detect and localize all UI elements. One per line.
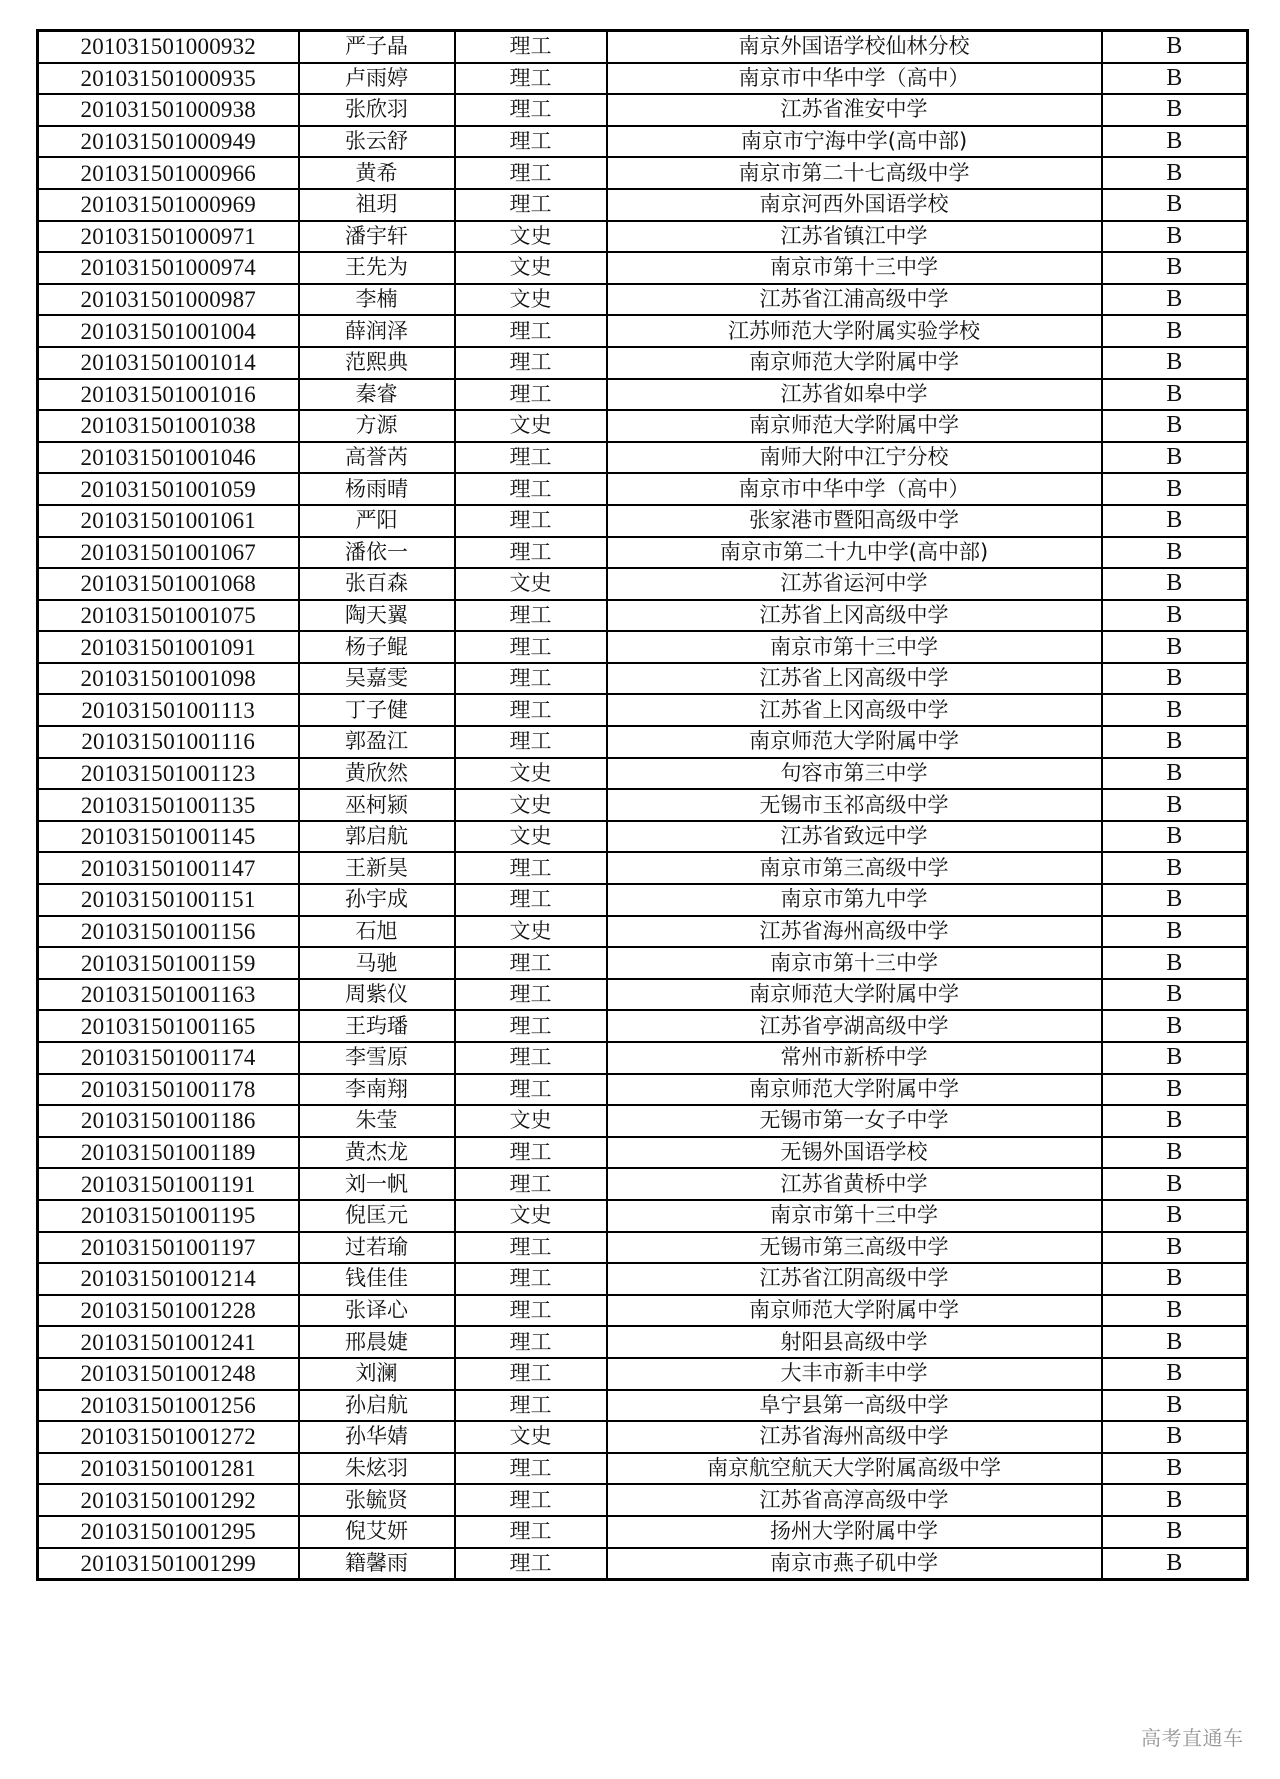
exam-id-cell: 201031501001189 [38, 1137, 299, 1169]
table-row [38, 1421, 1248, 1453]
track-cell: 理工 [455, 157, 607, 189]
student-name-cell: 石旭 [299, 916, 455, 948]
table-row [38, 410, 1248, 442]
table-row [38, 1484, 1248, 1516]
grade-cell: B [1102, 63, 1248, 95]
grade-cell: B [1102, 1390, 1248, 1422]
school-cell: 江苏省如皋中学 [607, 379, 1102, 411]
school-cell: 江苏省江浦高级中学 [607, 284, 1102, 316]
grade-cell: B [1102, 442, 1248, 474]
track-cell: 理工 [455, 694, 607, 726]
grade-cell: B [1102, 789, 1248, 821]
track-cell: 文史 [455, 568, 607, 600]
table-row [38, 126, 1248, 158]
grade-cell: B [1102, 1168, 1248, 1200]
track-cell: 理工 [455, 1010, 607, 1042]
exam-id-cell: 201031501000974 [38, 252, 299, 284]
exam-id-cell: 201031501001195 [38, 1200, 299, 1232]
grade-cell: B [1102, 537, 1248, 569]
exam-id-cell: 201031501001061 [38, 505, 299, 537]
grade-cell: B [1102, 821, 1248, 853]
grade-cell: B [1102, 1200, 1248, 1232]
track-cell: 理工 [455, 1548, 607, 1580]
table-row [38, 94, 1248, 126]
exam-id-cell: 201031501000949 [38, 126, 299, 158]
student-name-cell: 郭盈江 [299, 726, 455, 758]
exam-id-cell: 201031501000935 [38, 63, 299, 95]
grade-cell: B [1102, 631, 1248, 663]
grade-cell: B [1102, 916, 1248, 948]
grade-cell: B [1102, 1484, 1248, 1516]
grade-cell: B [1102, 726, 1248, 758]
table-row [38, 852, 1248, 884]
table-row [38, 1200, 1248, 1232]
table-row [38, 284, 1248, 316]
school-cell: 南京师范大学附属中学 [607, 979, 1102, 1011]
table-row [38, 631, 1248, 663]
track-cell: 文史 [455, 221, 607, 253]
track-cell: 理工 [455, 726, 607, 758]
table-row [38, 1105, 1248, 1137]
student-name-cell: 钱佳佳 [299, 1263, 455, 1295]
grade-cell: B [1102, 1010, 1248, 1042]
school-cell: 无锡外国语学校 [607, 1137, 1102, 1169]
exam-id-cell: 201031501001123 [38, 758, 299, 790]
school-cell: 张家港市暨阳高级中学 [607, 505, 1102, 537]
grade-cell: B [1102, 1137, 1248, 1169]
track-cell: 理工 [455, 852, 607, 884]
school-cell: 南京航空航天大学附属高级中学 [607, 1453, 1102, 1485]
track-cell: 文史 [455, 410, 607, 442]
exam-id-cell: 201031501001299 [38, 1548, 299, 1580]
grade-cell: B [1102, 284, 1248, 316]
grade-cell: B [1102, 1358, 1248, 1390]
table-row [38, 189, 1248, 221]
grade-cell: B [1102, 852, 1248, 884]
grade-cell: B [1102, 379, 1248, 411]
student-name-cell: 郭启航 [299, 821, 455, 853]
track-cell: 理工 [455, 537, 607, 569]
student-name-cell: 周紫仪 [299, 979, 455, 1011]
track-cell: 理工 [455, 315, 607, 347]
table-row [38, 1263, 1248, 1295]
exam-id-cell: 201031501001059 [38, 473, 299, 505]
student-name-cell: 李南翔 [299, 1074, 455, 1106]
exam-id-cell: 201031501001248 [38, 1358, 299, 1390]
school-cell: 江苏省江阴高级中学 [607, 1263, 1102, 1295]
table-row [38, 1168, 1248, 1200]
grade-cell: B [1102, 1421, 1248, 1453]
student-name-cell: 杨子鲲 [299, 631, 455, 663]
school-cell: 江苏省致远中学 [607, 821, 1102, 853]
exam-id-cell: 201031501001186 [38, 1105, 299, 1137]
exam-id-cell: 201031501001281 [38, 1453, 299, 1485]
grade-cell: B [1102, 221, 1248, 253]
school-cell: 南京市中华中学（高中） [607, 63, 1102, 95]
student-name-cell: 王先为 [299, 252, 455, 284]
track-cell: 理工 [455, 379, 607, 411]
school-cell: 江苏省上冈高级中学 [607, 663, 1102, 695]
student-name-cell: 马驰 [299, 947, 455, 979]
track-cell: 理工 [455, 1232, 607, 1264]
school-cell: 南京市第十三中学 [607, 631, 1102, 663]
student-name-cell: 刘澜 [299, 1358, 455, 1390]
exam-id-cell: 201031501000938 [38, 94, 299, 126]
school-cell: 南京市第十三中学 [607, 1200, 1102, 1232]
student-name-cell: 王玙璠 [299, 1010, 455, 1042]
track-cell: 理工 [455, 505, 607, 537]
exam-id-cell: 201031501001165 [38, 1010, 299, 1042]
school-cell: 江苏省淮安中学 [607, 94, 1102, 126]
exam-id-cell: 201031501001159 [38, 947, 299, 979]
track-cell: 文史 [455, 252, 607, 284]
table-row [38, 979, 1248, 1011]
track-cell: 理工 [455, 884, 607, 916]
table-row [38, 1074, 1248, 1106]
table-row [38, 947, 1248, 979]
exam-id-cell: 201031501001147 [38, 852, 299, 884]
school-cell: 南京市中华中学（高中） [607, 473, 1102, 505]
school-cell: 南京市第十三中学 [607, 947, 1102, 979]
student-name-cell: 卢雨婷 [299, 63, 455, 95]
student-name-cell: 黄希 [299, 157, 455, 189]
grade-cell: B [1102, 1548, 1248, 1580]
track-cell: 理工 [455, 1390, 607, 1422]
school-cell: 南京师范大学附属中学 [607, 1074, 1102, 1106]
student-name-cell: 吴嘉雯 [299, 663, 455, 695]
exam-id-cell: 201031501001214 [38, 1263, 299, 1295]
track-cell: 文史 [455, 284, 607, 316]
grade-cell: B [1102, 410, 1248, 442]
table-row [38, 315, 1248, 347]
table-row [38, 1390, 1248, 1422]
track-cell: 文史 [455, 1200, 607, 1232]
school-cell: 南京师范大学附属中学 [607, 726, 1102, 758]
grade-cell: B [1102, 663, 1248, 695]
table-row [38, 884, 1248, 916]
school-cell: 南京师范大学附属中学 [607, 410, 1102, 442]
table-row [38, 537, 1248, 569]
student-name-cell: 秦睿 [299, 379, 455, 411]
school-cell: 阜宁县第一高级中学 [607, 1390, 1102, 1422]
exam-id-cell: 201031501001075 [38, 600, 299, 632]
exam-id-cell: 201031501001113 [38, 694, 299, 726]
student-name-cell: 王新昊 [299, 852, 455, 884]
school-cell: 江苏省高淳高级中学 [607, 1484, 1102, 1516]
student-name-cell: 张云舒 [299, 126, 455, 158]
table-row [38, 694, 1248, 726]
grade-cell: B [1102, 979, 1248, 1011]
grade-cell: B [1102, 347, 1248, 379]
exam-id-cell: 201031501001292 [38, 1484, 299, 1516]
student-name-cell: 巫柯颍 [299, 789, 455, 821]
table-row [38, 916, 1248, 948]
track-cell: 理工 [455, 31, 607, 63]
table-row [38, 663, 1248, 695]
watermark-text: 高考直通车 [1141, 1726, 1244, 1750]
exam-id-cell: 201031501000966 [38, 157, 299, 189]
track-cell: 理工 [455, 1042, 607, 1074]
exam-id-cell: 201031501001272 [38, 1421, 299, 1453]
grade-cell: B [1102, 758, 1248, 790]
table-row [38, 442, 1248, 474]
student-name-cell: 张欣羽 [299, 94, 455, 126]
grade-cell: B [1102, 1453, 1248, 1485]
school-cell: 扬州大学附属中学 [607, 1516, 1102, 1548]
exam-id-cell: 201031501001151 [38, 884, 299, 916]
table-row [38, 600, 1248, 632]
school-cell: 南师大附中江宁分校 [607, 442, 1102, 474]
grade-cell: B [1102, 126, 1248, 158]
school-cell: 江苏省亭湖高级中学 [607, 1010, 1102, 1042]
exam-id-cell: 201031501001241 [38, 1326, 299, 1358]
exam-id-cell: 201031501001046 [38, 442, 299, 474]
student-name-cell: 严阳 [299, 505, 455, 537]
track-cell: 理工 [455, 1516, 607, 1548]
school-cell: 江苏省运河中学 [607, 568, 1102, 600]
student-name-cell: 祖玥 [299, 189, 455, 221]
school-cell: 射阳县高级中学 [607, 1326, 1102, 1358]
grade-cell: B [1102, 1516, 1248, 1548]
table-row [38, 1358, 1248, 1390]
exam-id-cell: 201031501001014 [38, 347, 299, 379]
student-name-cell: 薛润泽 [299, 315, 455, 347]
student-name-cell: 李雪原 [299, 1042, 455, 1074]
student-name-cell: 方源 [299, 410, 455, 442]
school-cell: 江苏师范大学附属实验学校 [607, 315, 1102, 347]
exam-id-cell: 201031501001174 [38, 1042, 299, 1074]
track-cell: 理工 [455, 126, 607, 158]
student-name-cell: 范熙典 [299, 347, 455, 379]
school-cell: 南京河西外国语学校 [607, 189, 1102, 221]
table-row [38, 758, 1248, 790]
track-cell: 理工 [455, 1326, 607, 1358]
grade-cell: B [1102, 1232, 1248, 1264]
grade-cell: B [1102, 884, 1248, 916]
student-name-cell: 倪匡元 [299, 1200, 455, 1232]
track-cell: 理工 [455, 631, 607, 663]
student-name-cell: 李楠 [299, 284, 455, 316]
school-cell: 南京师范大学附属中学 [607, 1295, 1102, 1327]
exam-id-cell: 201031501001163 [38, 979, 299, 1011]
school-cell: 南京市第十三中学 [607, 252, 1102, 284]
table-row [38, 473, 1248, 505]
table-row [38, 379, 1248, 411]
table-row [38, 1042, 1248, 1074]
student-name-cell: 过若瑜 [299, 1232, 455, 1264]
exam-id-cell: 201031501001156 [38, 916, 299, 948]
school-cell: 江苏省海州高级中学 [607, 1421, 1102, 1453]
exam-id-cell: 201031501000969 [38, 189, 299, 221]
student-name-cell: 孙启航 [299, 1390, 455, 1422]
track-cell: 理工 [455, 347, 607, 379]
school-cell: 江苏省海州高级中学 [607, 916, 1102, 948]
table-row [38, 31, 1248, 63]
student-name-cell: 潘依一 [299, 537, 455, 569]
school-cell: 大丰市新丰中学 [607, 1358, 1102, 1390]
table-row [38, 789, 1248, 821]
student-name-cell: 倪艾妍 [299, 1516, 455, 1548]
track-cell: 理工 [455, 1295, 607, 1327]
exam-id-cell: 201031501001191 [38, 1168, 299, 1200]
school-cell: 南京市宁海中学(高中部) [607, 126, 1102, 158]
student-name-cell: 陶天翼 [299, 600, 455, 632]
table-row [38, 1326, 1248, 1358]
track-cell: 理工 [455, 947, 607, 979]
school-cell: 江苏省上冈高级中学 [607, 600, 1102, 632]
student-name-cell: 黄杰龙 [299, 1137, 455, 1169]
track-cell: 文史 [455, 821, 607, 853]
exam-id-cell: 201031501001068 [38, 568, 299, 600]
track-cell: 理工 [455, 1263, 607, 1295]
student-name-cell: 张百森 [299, 568, 455, 600]
student-name-cell: 高誉芮 [299, 442, 455, 474]
school-cell: 常州市新桥中学 [607, 1042, 1102, 1074]
track-cell: 理工 [455, 1074, 607, 1106]
school-cell: 南京市第二十七高级中学 [607, 157, 1102, 189]
school-cell: 无锡市玉祁高级中学 [607, 789, 1102, 821]
grade-cell: B [1102, 252, 1248, 284]
exam-id-cell: 201031501001098 [38, 663, 299, 695]
track-cell: 理工 [455, 94, 607, 126]
grade-cell: B [1102, 947, 1248, 979]
exam-id-cell: 201031501001145 [38, 821, 299, 853]
exam-id-cell: 201031501000987 [38, 284, 299, 316]
exam-id-cell: 201031501000932 [38, 31, 299, 63]
table-row [38, 63, 1248, 95]
student-name-cell: 潘宇轩 [299, 221, 455, 253]
exam-id-cell: 201031501001038 [38, 410, 299, 442]
grade-cell: B [1102, 1074, 1248, 1106]
track-cell: 理工 [455, 1168, 607, 1200]
grade-cell: B [1102, 600, 1248, 632]
table-row [38, 1137, 1248, 1169]
table-row [38, 726, 1248, 758]
student-name-cell: 刘一帆 [299, 1168, 455, 1200]
student-name-cell: 丁子健 [299, 694, 455, 726]
school-cell: 南京市第九中学 [607, 884, 1102, 916]
school-cell: 南京市第三高级中学 [607, 852, 1102, 884]
track-cell: 文史 [455, 789, 607, 821]
table-row [38, 568, 1248, 600]
school-cell: 江苏省镇江中学 [607, 221, 1102, 253]
student-name-cell: 张译心 [299, 1295, 455, 1327]
exam-id-cell: 201031501001295 [38, 1516, 299, 1548]
track-cell: 理工 [455, 979, 607, 1011]
table-row [38, 1010, 1248, 1042]
school-cell: 句容市第三中学 [607, 758, 1102, 790]
grade-cell: B [1102, 31, 1248, 63]
exam-id-cell: 201031501001197 [38, 1232, 299, 1264]
student-name-cell: 朱莹 [299, 1105, 455, 1137]
track-cell: 理工 [455, 473, 607, 505]
track-cell: 文史 [455, 1105, 607, 1137]
track-cell: 理工 [455, 1453, 607, 1485]
grade-cell: B [1102, 568, 1248, 600]
table-row [38, 1516, 1248, 1548]
student-name-cell: 孙宇成 [299, 884, 455, 916]
school-cell: 南京外国语学校仙林分校 [607, 31, 1102, 63]
track-cell: 理工 [455, 1137, 607, 1169]
table-row [38, 252, 1248, 284]
track-cell: 理工 [455, 600, 607, 632]
grade-cell: B [1102, 157, 1248, 189]
student-name-cell: 严子晶 [299, 31, 455, 63]
student-name-cell: 朱炫羽 [299, 1453, 455, 1485]
track-cell: 理工 [455, 1358, 607, 1390]
grade-cell: B [1102, 1263, 1248, 1295]
table-row [38, 1232, 1248, 1264]
school-cell: 江苏省黄桥中学 [607, 1168, 1102, 1200]
table-row [38, 347, 1248, 379]
roster-body [38, 31, 1248, 1580]
grade-cell: B [1102, 1295, 1248, 1327]
grade-cell: B [1102, 1105, 1248, 1137]
exam-id-cell: 201031501001228 [38, 1295, 299, 1327]
school-cell: 南京师范大学附属中学 [607, 347, 1102, 379]
grade-cell: B [1102, 94, 1248, 126]
exam-id-cell: 201031501000971 [38, 221, 299, 253]
table-row [38, 821, 1248, 853]
student-name-cell: 籍馨雨 [299, 1548, 455, 1580]
school-cell: 南京市燕子矶中学 [607, 1548, 1102, 1580]
exam-id-cell: 201031501001135 [38, 789, 299, 821]
table-row [38, 505, 1248, 537]
table-row [38, 1548, 1248, 1580]
track-cell: 文史 [455, 916, 607, 948]
grade-cell: B [1102, 473, 1248, 505]
student-roster-table [36, 29, 1249, 1581]
exam-id-cell: 201031501001256 [38, 1390, 299, 1422]
school-cell: 无锡市第一女子中学 [607, 1105, 1102, 1137]
grade-cell: B [1102, 1326, 1248, 1358]
track-cell: 理工 [455, 189, 607, 221]
exam-id-cell: 201031501001067 [38, 537, 299, 569]
track-cell: 理工 [455, 63, 607, 95]
student-name-cell: 张毓贤 [299, 1484, 455, 1516]
grade-cell: B [1102, 1042, 1248, 1074]
table-row [38, 1295, 1248, 1327]
exam-id-cell: 201031501001116 [38, 726, 299, 758]
exam-id-cell: 201031501001016 [38, 379, 299, 411]
school-cell: 南京市第二十九中学(高中部) [607, 537, 1102, 569]
exam-id-cell: 201031501001178 [38, 1074, 299, 1106]
school-cell: 无锡市第三高级中学 [607, 1232, 1102, 1264]
exam-id-cell: 201031501001091 [38, 631, 299, 663]
track-cell: 理工 [455, 1484, 607, 1516]
exam-id-cell: 201031501001004 [38, 315, 299, 347]
track-cell: 理工 [455, 663, 607, 695]
table-row [38, 1453, 1248, 1485]
student-name-cell: 邢晨婕 [299, 1326, 455, 1358]
school-cell: 江苏省上冈高级中学 [607, 694, 1102, 726]
track-cell: 理工 [455, 442, 607, 474]
grade-cell: B [1102, 189, 1248, 221]
table-row [38, 221, 1248, 253]
grade-cell: B [1102, 505, 1248, 537]
student-name-cell: 黄欣然 [299, 758, 455, 790]
grade-cell: B [1102, 694, 1248, 726]
student-name-cell: 杨雨晴 [299, 473, 455, 505]
track-cell: 文史 [455, 758, 607, 790]
track-cell: 文史 [455, 1421, 607, 1453]
table-row [38, 157, 1248, 189]
grade-cell: B [1102, 315, 1248, 347]
student-name-cell: 孙华婧 [299, 1421, 455, 1453]
